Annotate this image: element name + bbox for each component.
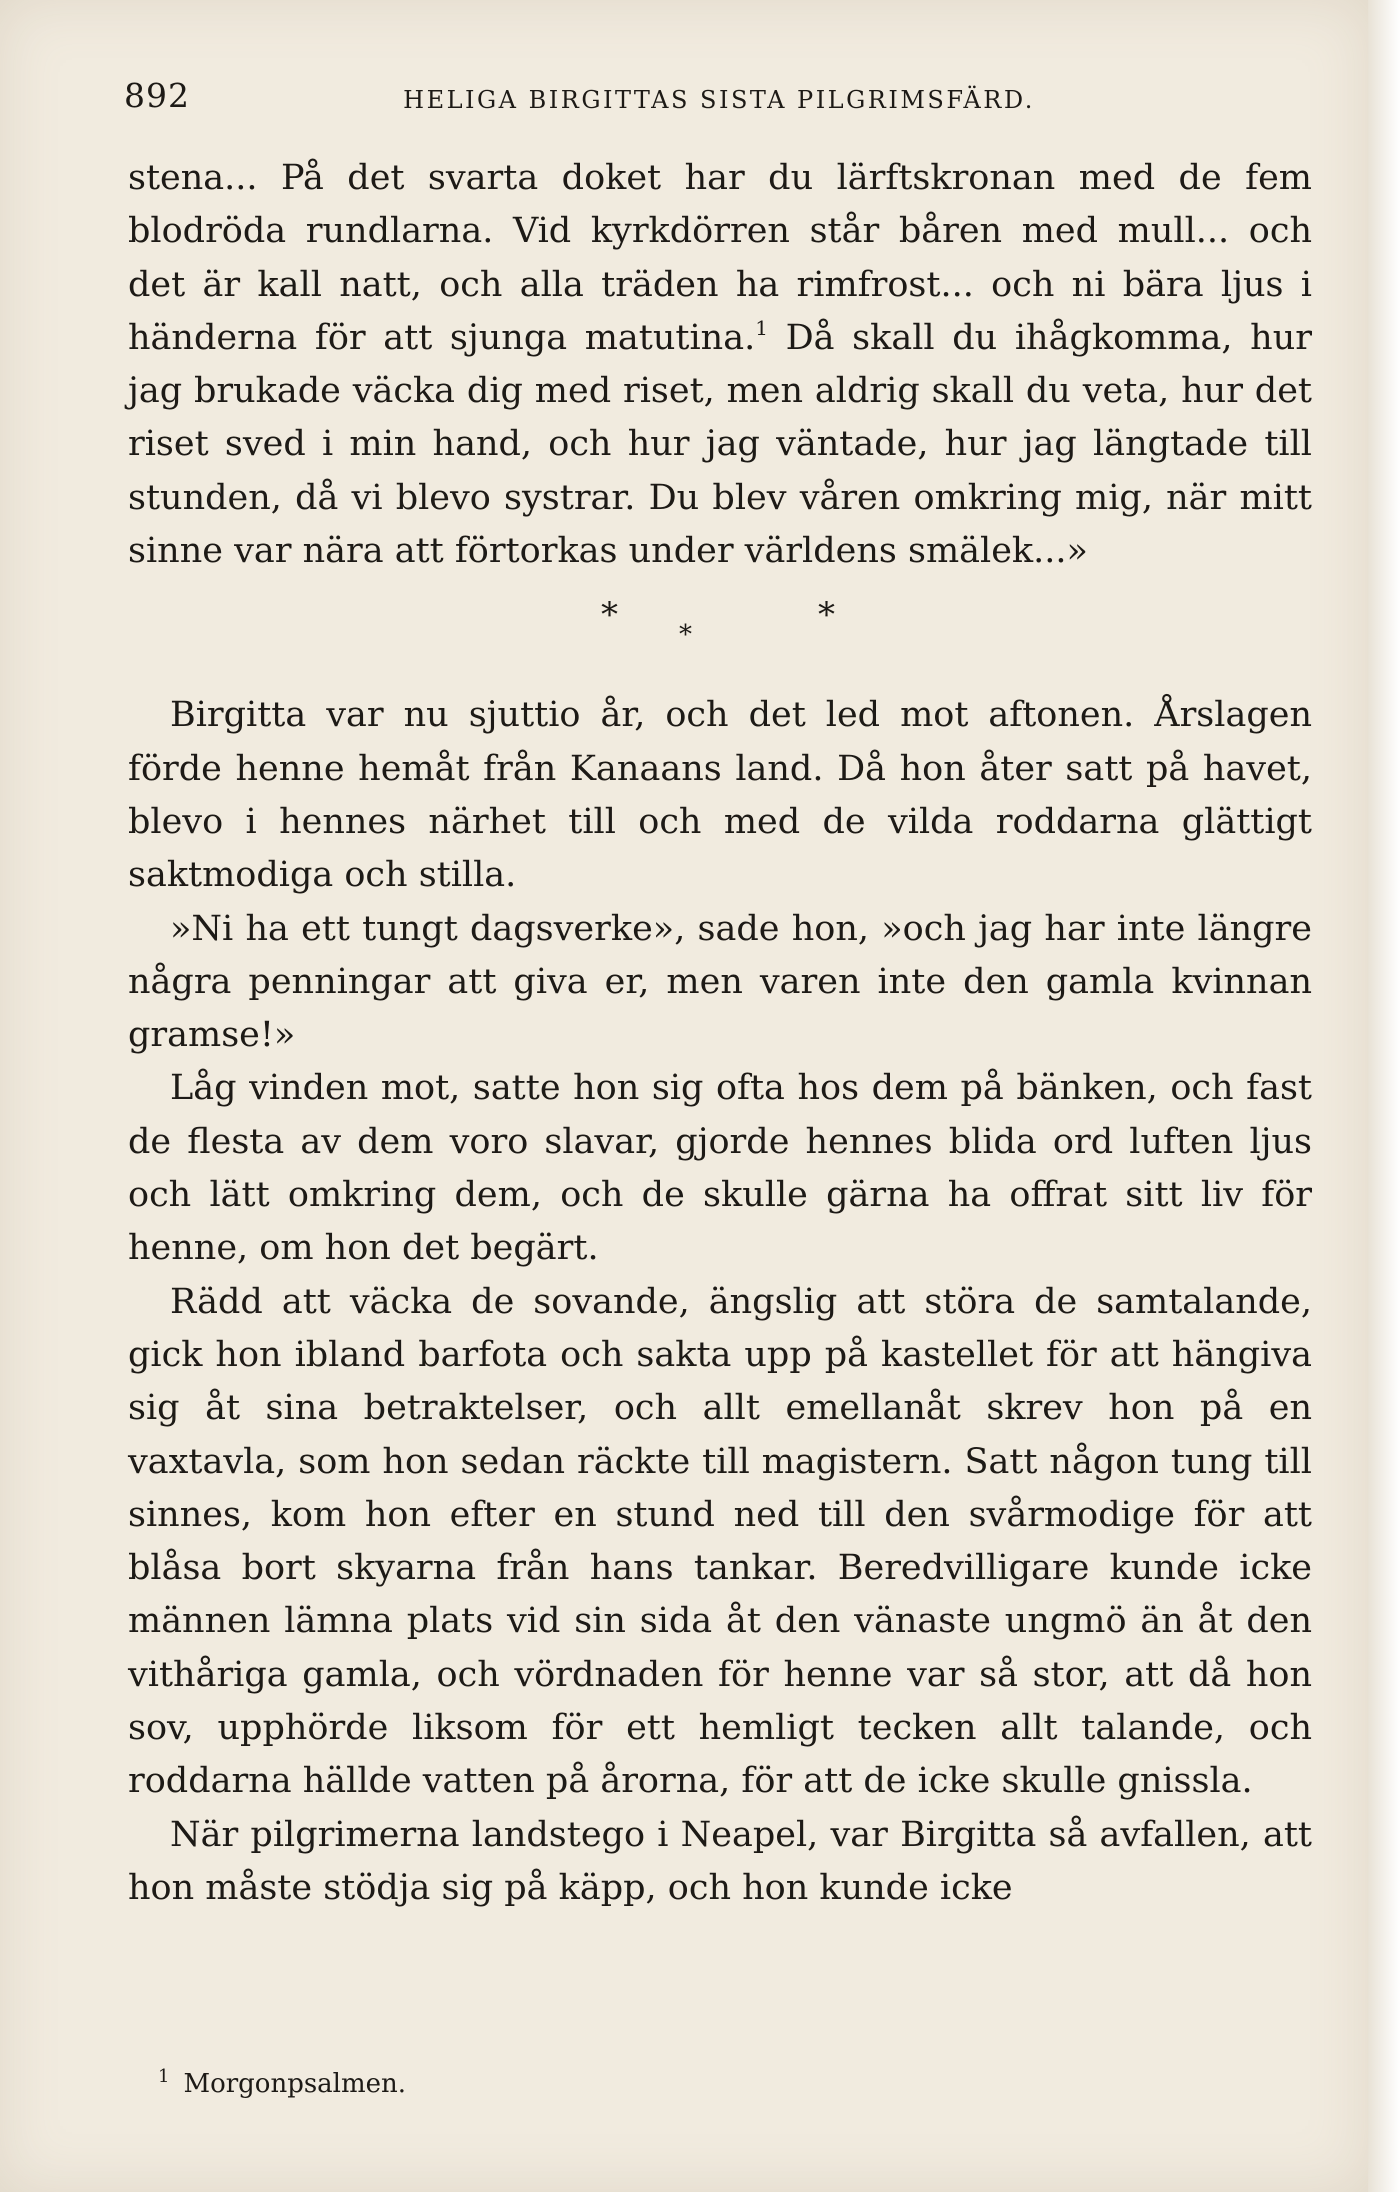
page-number: 892 [124,76,190,115]
paragraph-1-text: stena... På det svarta doket har du lärftskronan med de fem blodröda rundlarna. Vid kyrkdörren står båren med mull... och det är kall natt, och alla träden ha rimfrost... och ni bära ljus i händerna för att sjunga matutina. [128,158,1312,358]
asterisk-center: * [679,620,692,651]
section-break-asterism [128,578,1312,689]
paragraph-5: Rädd att väcka de sovande, ängslig att störa de samtalande, gick hon ibland barfota och sakta upp på kastellet för att hängiva sig åt sina betraktelser, och allt emellanåt skrev hon på en vaxtavla, som hon sedan räckte till magistern. Satt någon tung till sinnes, kom hon efter en stund ned till den svårmodige för att blåsa bort skyarna från hans tankar. Beredvilligare kunde icke männen lämna plats vid sin sida åt den vänaste ungmö än åt den vithåriga gamla, och vördnaden för henne var så stor, att då hon sov, upphörde liksom för ett hemligt tecken allt talande, och roddarna hällde vatten på årorna, för att de icke skulle gnissla. [128,1281,1312,1802]
running-title: HELIGA BIRGITTAS SISTA PILGRIMSFÄRD. [403,86,1035,114]
paragraph-4: Låg vinden mot, satte hon sig ofta hos dem på bänken, och fast de flesta av dem voro slavar, gjorde hennes blida ord luften ljus och lätt omkring dem, och de skulle gärna ha offrat sitt liv för henne, om hon det begärt. [128,1068,1312,1269]
footnote [158,2060,1258,2101]
asterisk-left: * [601,595,618,636]
footnote-mark: 1 [158,2066,170,2087]
page-header [124,76,1314,126]
paragraph-1-continuation: Då skall du ihågkomma, hur jag brukade väcka dig med riset, men aldrig skall du veta, hur det riset sved i min hand, och hur jag väntade, hur jag längtade till stunden, då vi blevo systrar. Du blev våren omkring mig, när mitt sinne var nära att förtorkas under världens smälek...» [128,317,1312,572]
paragraph-6: När pilgrimerna landstego i Neapel, var Birgitta så avfallen, att hon måste stödja sig på käpp, och hon kunde icke [128,1814,1312,1908]
paragraph-1 [128,152,1312,578]
footnote-reference: 1 [755,315,768,340]
footnote-text: Morgonpsalmen. [183,2069,407,2099]
paragraph-2: Birgitta var nu sjuttio år, och det led mot aftonen. Årslagen förde henne hemåt från Kanaans land. Då hon åter satt på havet, blevo i hennes närhet till och med de vilda roddarna glättigt saktmodiga och stilla. [128,695,1312,896]
page-edge [1368,0,1400,2192]
asterisk-right: * [818,595,835,636]
paragraph-3: »Ni ha ett tungt dagsverke», sade hon, »och jag har inte längre några penningar att giva er, men varen inte den gamla kvinnan gramse!» [128,908,1312,1056]
body-text [128,152,1312,1915]
